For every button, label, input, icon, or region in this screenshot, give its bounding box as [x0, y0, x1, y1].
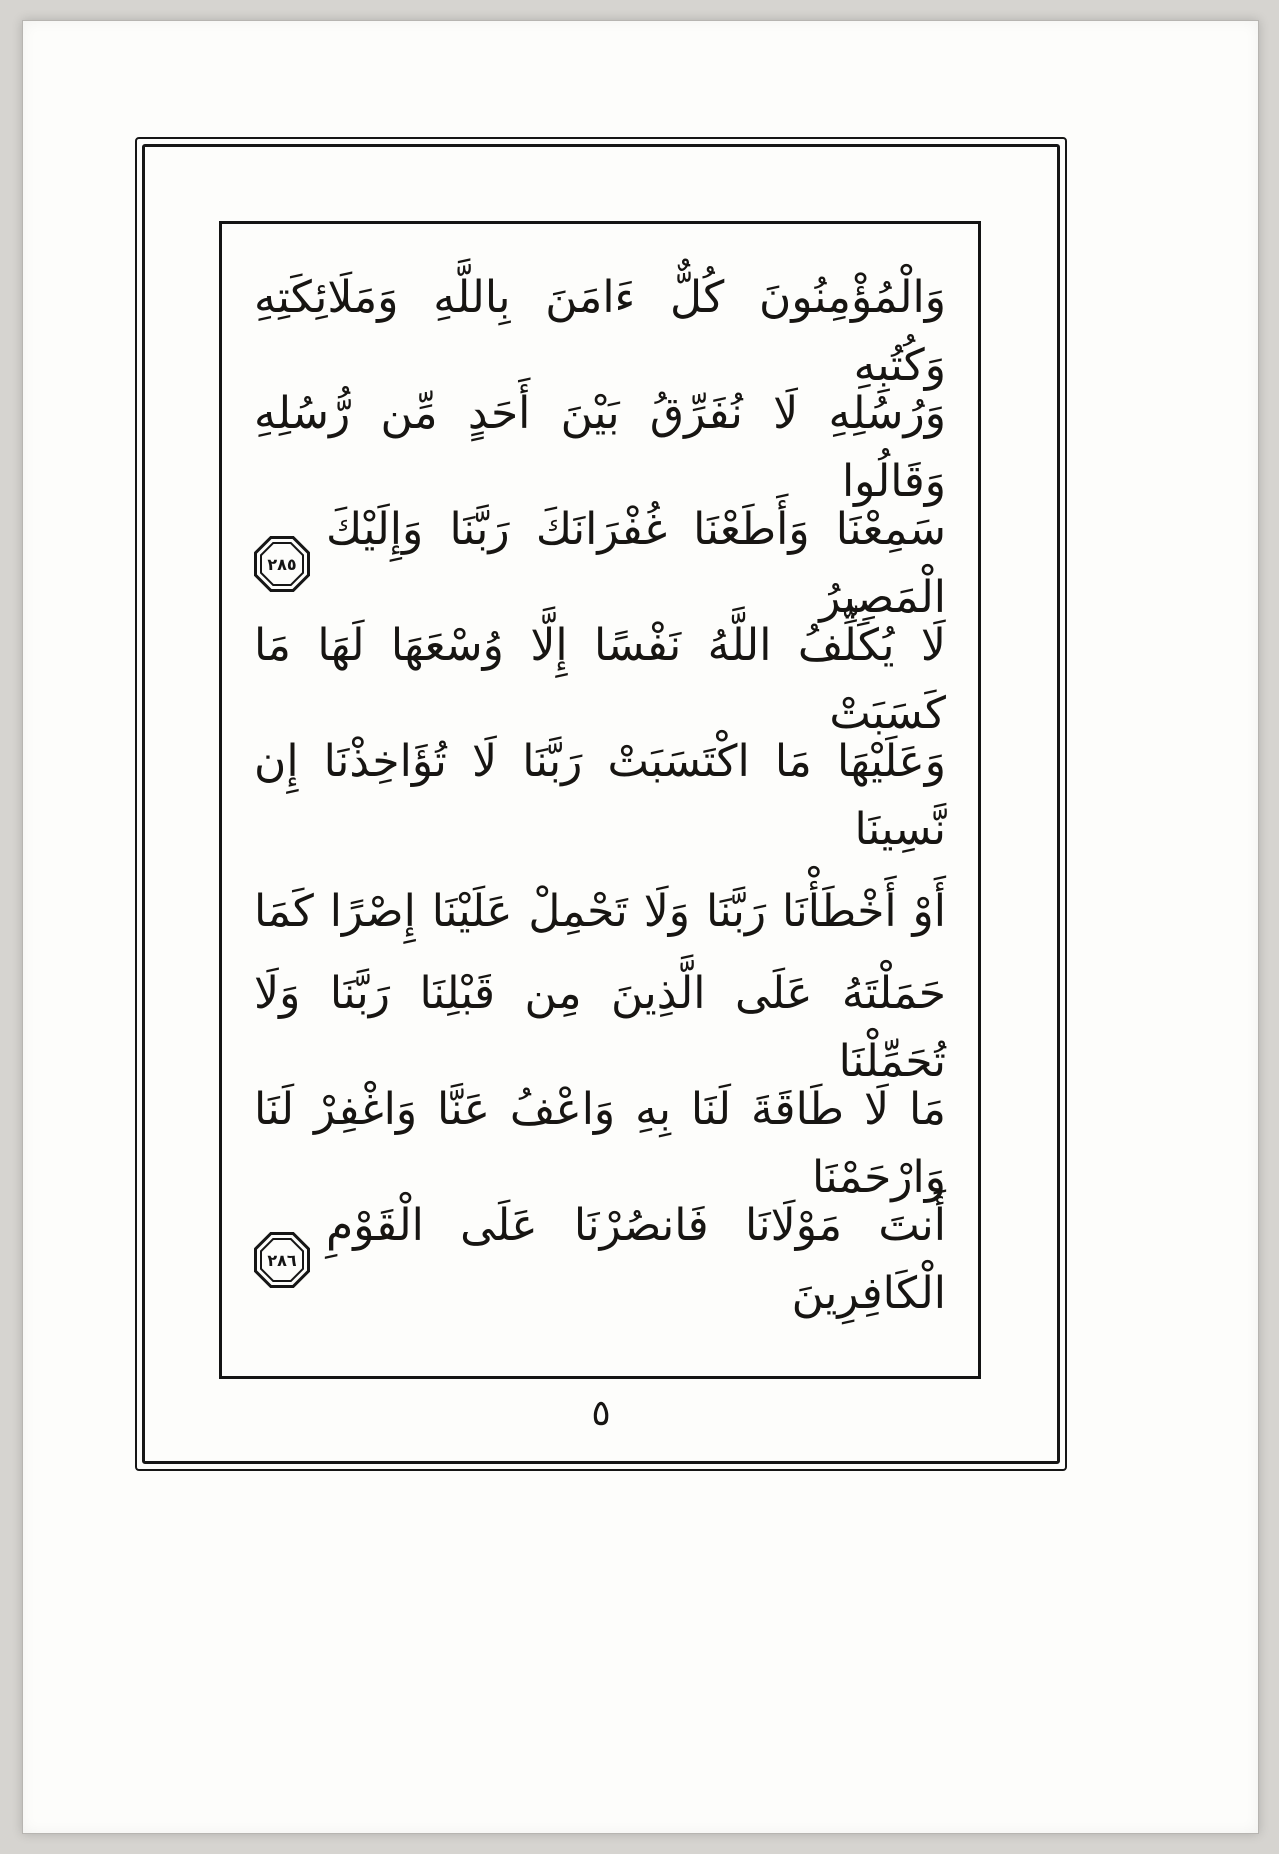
quran-text-block — [219, 221, 981, 1379]
ayah-line-text: مَا لَا طَاقَةَ لَنَا بِهِ وَاعْفُ عَنَّا وَاغْفِرْ لَنَا وَارْحَمْنَا — [254, 1083, 946, 1203]
ayah-line-7 — [254, 967, 946, 1087]
verse-286-medallion-icon — [254, 1232, 310, 1288]
ayah-line-text: وَرُسُلِهِ لَا نُفَرِّقُ بَيْنَ أَحَدٍ مِّن رُّسُلِهِ وَقَالُوا — [254, 387, 946, 507]
ayah-line-2 — [254, 387, 946, 507]
paper-sheet — [22, 20, 1259, 1834]
ayah-line-1 — [254, 271, 946, 391]
ayah-line-text: أَنتَ مَوْلَانَا فَانصُرْنَا عَلَى الْقَوْمِ الْكَافِرِينَ — [326, 1199, 946, 1319]
page-number: ٥ — [591, 1393, 611, 1434]
ayah-line-4 — [254, 619, 946, 739]
ayah-line-text: وَعَلَيْهَا مَا اكْتَسَبَتْ رَبَّنَا لَا تُؤَاخِذْنَا إِن نَّسِينَا — [254, 735, 946, 855]
verse-number: ٢٨٥ — [267, 554, 297, 574]
ayah-line-9 — [254, 1199, 946, 1319]
ayah-line-text: حَمَلْتَهُ عَلَى الَّذِينَ مِن قَبْلِنَا رَبَّنَا وَلَا تُحَمِّلْنَا — [254, 967, 946, 1087]
ayah-line-8 — [254, 1083, 946, 1203]
ayah-line-text: سَمِعْنَا وَأَطَعْنَا غُفْرَانَكَ رَبَّنَا وَإِلَيْكَ الْمَصِيرُ — [326, 503, 946, 623]
ayah-line-text: وَالْمُؤْمِنُونَ كُلٌّ ءَامَنَ بِاللَّهِ وَمَلَائِكَتِهِ وَكُتُبِهِ — [254, 271, 946, 391]
ayah-line-text: أَوْ أَخْطَأْنَا رَبَّنَا وَلَا تَحْمِلْ عَلَيْنَا إِصْرًا كَمَا — [254, 885, 946, 937]
ayah-line-6 — [254, 854, 946, 970]
verse-number: ٢٨٦ — [267, 1250, 297, 1270]
verse-285-medallion-icon — [254, 536, 310, 592]
ayah-line-5 — [254, 735, 946, 855]
ayah-line-text: لَا يُكَلِّفُ اللَّهُ نَفْسًا إِلَّا وُسْعَهَا لَهَا مَا كَسَبَتْ — [254, 619, 946, 739]
ayah-line-3 — [254, 503, 946, 623]
